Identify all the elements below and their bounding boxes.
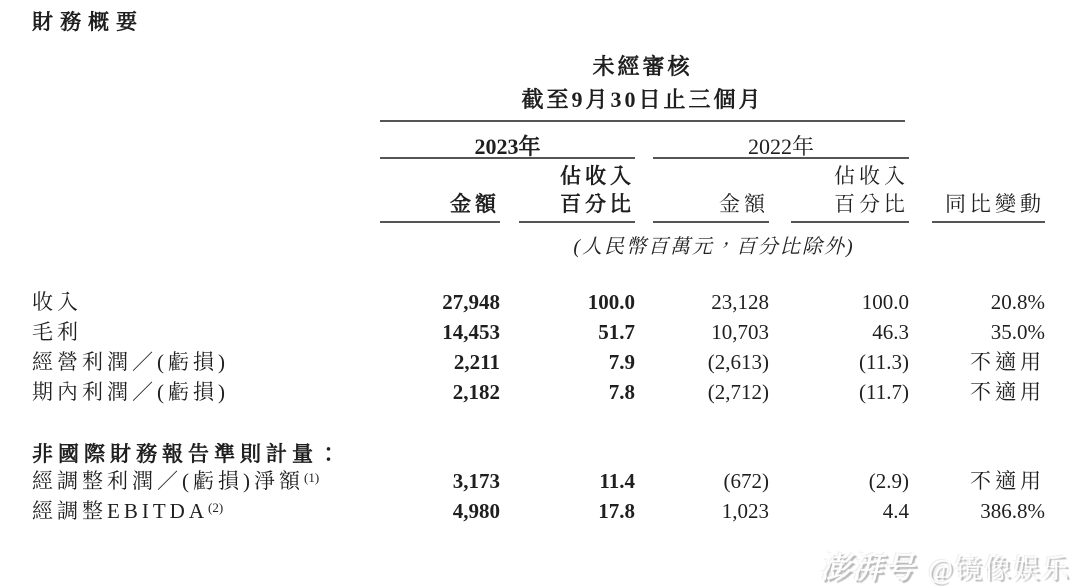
cell-pct-2023: 11.4 — [599, 469, 635, 493]
cell-pct-2022: 4.4 — [882, 499, 909, 523]
cell-amount-2022: (2,613) — [707, 350, 769, 374]
cell-pct-2023: 51.7 — [598, 320, 635, 344]
cell-pct-2022: (2.9) — [868, 469, 909, 493]
group-rule-2023 — [380, 157, 635, 159]
group-rule-2022 — [653, 157, 909, 159]
cell-yoy: 20.8% — [990, 290, 1045, 314]
row-label: 毛利 — [32, 320, 82, 344]
cell-pct-2023: 100.0 — [587, 290, 635, 314]
row-label-text: 經調整利潤／(虧損)淨額 — [32, 469, 304, 493]
col-header-pct-2022-line1: 佔收入 — [834, 164, 909, 188]
unit-note: (人民幣百萬元，百分比除外) — [573, 236, 855, 258]
footnote-ref-1: (1) — [304, 470, 320, 485]
header-period: 截至9月30日止三個月 — [521, 87, 764, 112]
cell-amount-2023: 2,211 — [453, 350, 500, 374]
cell-yoy: 不適用 — [970, 350, 1045, 374]
table-row-revenue — [32, 290, 1045, 314]
row-label: 期內利潤／(虧損) — [32, 380, 229, 404]
column-underline-yoy — [932, 221, 1045, 223]
row-label — [32, 499, 380, 523]
cell-amount-2023: 2,182 — [452, 380, 500, 404]
cell-yoy: 不適用 — [970, 469, 1045, 493]
col-header-pct-2022-line2: 百分比 — [834, 192, 909, 216]
cell-pct-2022: (11.3) — [859, 350, 909, 374]
row-label: 收入 — [32, 290, 82, 314]
column-underline-pct-2022 — [791, 221, 909, 223]
table-row-adjusted-net-profit — [32, 469, 1045, 493]
cell-amount-2023: 4,980 — [452, 499, 500, 523]
table-row-gross-profit — [32, 320, 1045, 344]
cell-amount-2022: 23,128 — [711, 290, 769, 314]
cell-pct-2022: 100.0 — [861, 290, 909, 314]
page-title: 財務概要 — [32, 10, 144, 34]
cell-amount-2022: 1,023 — [721, 499, 769, 523]
col-header-pct-2023 — [519, 162, 635, 218]
cell-amount-2022: (2,712) — [707, 380, 769, 404]
cell-pct-2022: (11.7) — [859, 380, 909, 404]
column-group-2022: 2022年 — [747, 134, 814, 159]
cell-yoy: 386.8% — [980, 499, 1045, 523]
watermark-handle: @镜像娱乐 — [928, 554, 1071, 584]
cell-pct-2023: 7.9 — [608, 350, 635, 374]
table-row-operating-profit — [32, 350, 1045, 374]
table-row-adjusted-ebitda — [32, 499, 1045, 523]
cell-pct-2023: 7.8 — [608, 380, 635, 404]
col-header-amount-2022: 金額 — [719, 192, 769, 216]
section-title-non-ifrs: 非國際財務報告準則計量： — [32, 442, 344, 466]
col-header-amount-2023: 金額 — [450, 192, 500, 216]
header-rule-top — [380, 120, 905, 122]
cell-amount-2022: 10,703 — [711, 320, 769, 344]
cell-amount-2022: (672) — [723, 469, 769, 493]
cell-pct-2022: 46.3 — [872, 320, 909, 344]
row-label — [32, 469, 380, 493]
header-unaudited: 未經審核 — [592, 54, 693, 79]
col-header-pct-2022 — [791, 162, 909, 218]
cell-amount-2023: 14,453 — [442, 320, 500, 344]
column-group-2023: 2023年 — [474, 134, 541, 159]
cell-amount-2023: 27,948 — [442, 290, 500, 314]
cell-yoy: 35.0% — [990, 320, 1045, 344]
cell-yoy: 不適用 — [970, 380, 1045, 404]
column-underline-amount-2022 — [653, 221, 769, 223]
col-header-yoy: 同比變動 — [945, 192, 1045, 216]
cell-pct-2023: 17.8 — [598, 499, 635, 523]
row-label-text: 經調整EBITDA — [32, 499, 208, 523]
col-header-pct-2023-line2: 百分比 — [560, 192, 635, 216]
col-header-pct-2023-line1: 佔收入 — [560, 164, 635, 188]
row-label: 經營利潤／(虧損) — [32, 350, 229, 374]
watermark — [820, 543, 1070, 586]
footnote-ref-2: (2) — [208, 500, 224, 515]
column-underline-pct-2023 — [519, 221, 635, 223]
watermark-brand-logo: 澎湃号 — [820, 552, 916, 585]
cell-amount-2023: 3,173 — [452, 469, 500, 493]
table-row-period-profit — [32, 380, 1045, 404]
column-underline-amount-2023 — [380, 221, 500, 223]
